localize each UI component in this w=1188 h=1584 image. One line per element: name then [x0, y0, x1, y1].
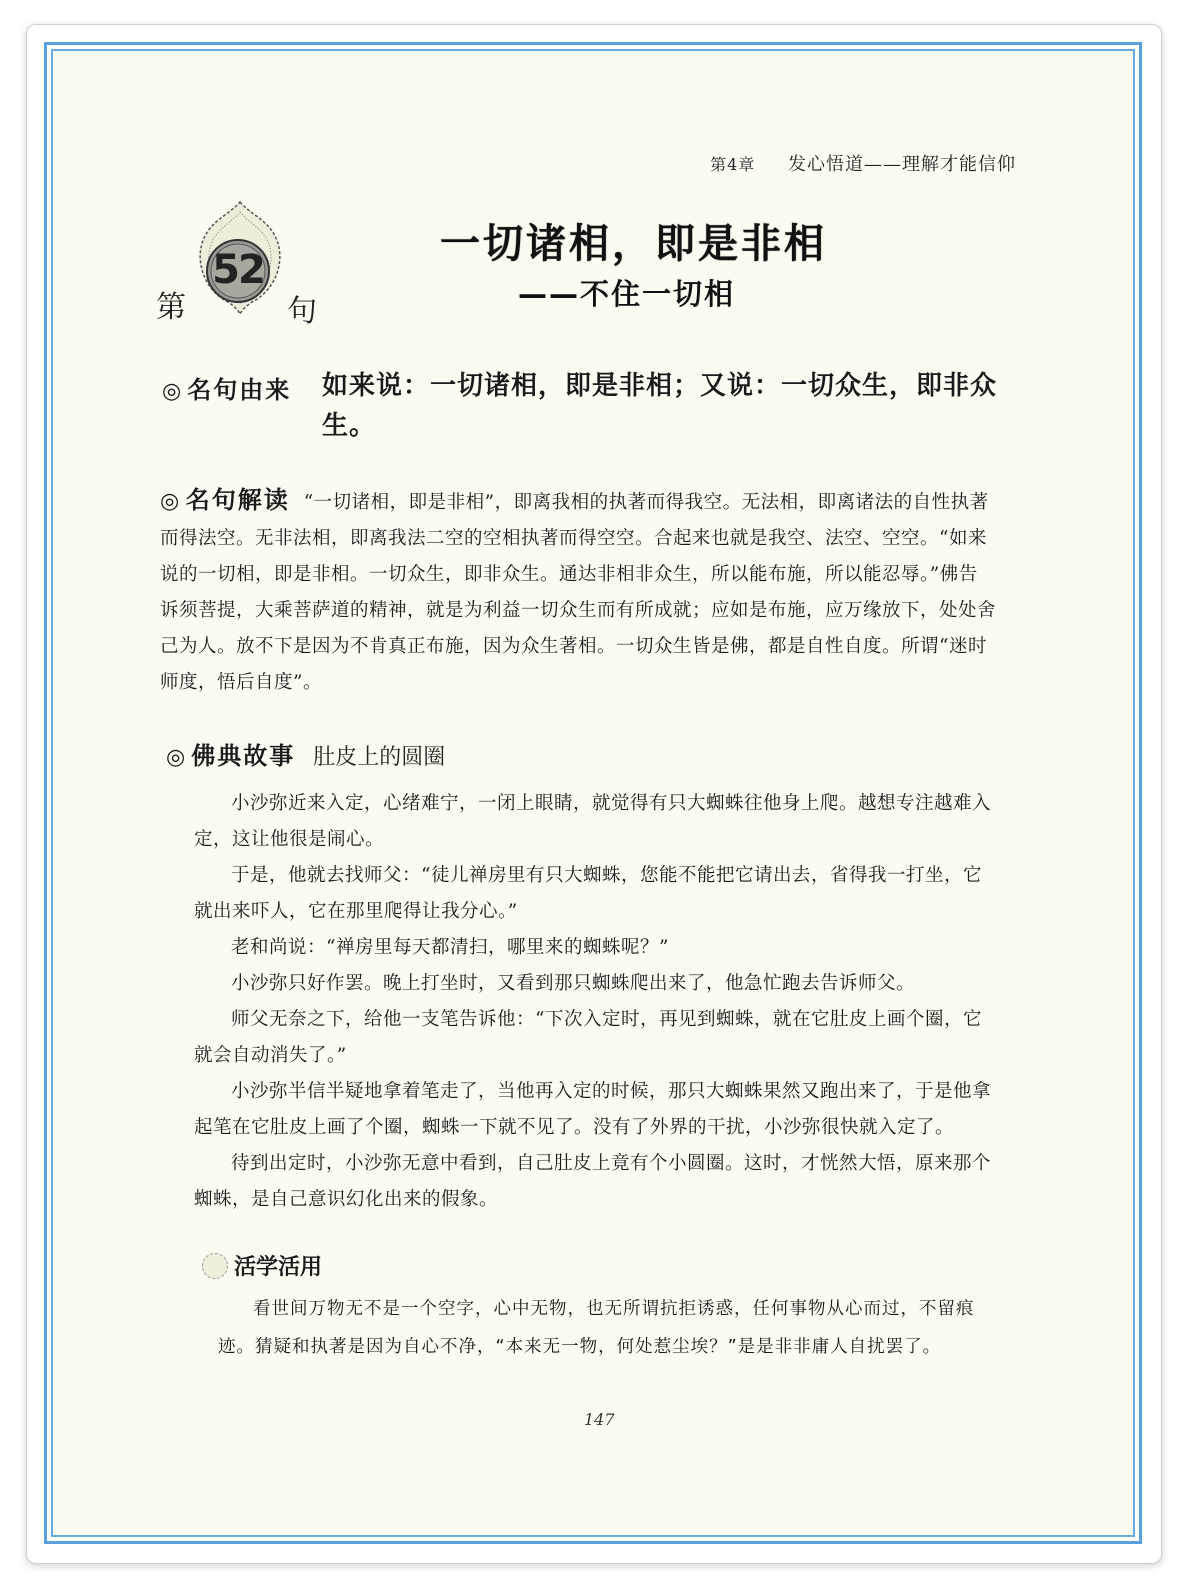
- practice-body: [218, 1290, 990, 1366]
- bullseye-icon: ◎: [162, 379, 182, 404]
- interpretation-label: 名句解读: [185, 486, 290, 514]
- story-heading: [166, 736, 445, 771]
- interpretation-text: “一切诸相，即是非相”，即离我相的执著而得我空。无法相，即离诸法的自性执著而得法空。无非法相，即离我法二空的空相执著而得空空。合起来也就是我空、法空、空空。“如来说的一切相，即是非相。一切众生，即非众生。通达非相非众生，所以能布施，所以能忍辱。”佛告诉须菩提，大乘菩萨道的精神，就是为利益一切众生而有所成就；应如是布施，应万缘放下，处处舍己为人。放不下是因为不肯真正布施，因为众生著相。一切众生皆是佛，都是自性自度。所谓“迷时师度，悟后自度”。: [160, 492, 997, 693]
- story-paragraph: 小沙弥只好作罢。晚上打坐时，又看到那只蜘蛛爬出来了，他急忙跑去告诉师父。: [231, 973, 916, 994]
- sentence-number: 52: [212, 247, 264, 293]
- origin-heading: [162, 370, 291, 405]
- running-head: [710, 150, 1016, 176]
- sentence-prefix: 第: [156, 290, 186, 325]
- story-paragraph: 小沙弥近来入定，心绪难宁，一闭上眼睛，就觉得有只大蜘蛛往他身上爬。越想专注越难入定，这让他很是闹心。: [194, 793, 992, 850]
- bullseye-icon: ◎: [166, 745, 186, 770]
- story-paragraph: 小沙弥半信半疑地拿着笔走了，当他再入定的时候，那只大蜘蛛果然又跑出来了，于是他拿起笔在它肚皮上画了个圈，蜘蛛一下就不见了。没有了外界的干扰，小沙弥很快就入定了。: [194, 1081, 992, 1138]
- story-paragraph: 师父无奈之下，给他一支笔告诉他：“下次入定时，再见到蜘蛛，就在它肚皮上画个圈，它就会自动消失了。”: [194, 1009, 982, 1066]
- sentence-suffix: 句: [287, 294, 317, 329]
- page-number: 147: [584, 1410, 615, 1429]
- chapter-number: 第4章: [710, 155, 756, 174]
- story-title: 肚皮上的圆圈: [313, 745, 446, 770]
- origin-label: 名句由来: [187, 376, 292, 404]
- origin-quote: 如来说：一切诸相，即是非相；又说：一切众生，即非众生。: [322, 371, 998, 441]
- practice-paragraph: 看世间万物无不是一个空字，心中无物，也无所谓抗拒诱惑，任何事物从心而过，不留痕迹。猜疑和执著是因为自心不净，“本来无一物，何处惹尘埃？”是是非非庸人自扰罢了。: [218, 1299, 975, 1357]
- story-paragraph: 于是，他就去找师父：“徒儿禅房里有只大蜘蛛，您能不能把它请出去，省得我一打坐，它就出来吓人，它在那里爬得让我分心。”: [194, 865, 982, 922]
- chapter-title: 发心悟道——理解才能信仰: [788, 154, 1016, 175]
- sub-title: ——不住一切相: [518, 277, 736, 311]
- story-paragraph: 老和尚说：“禅房里每天都清扫，哪里来的蜘蛛呢？”: [231, 937, 669, 958]
- main-title: 一切诸相，即是非相: [440, 221, 827, 267]
- interpretation-section: [160, 482, 996, 701]
- interpretation-heading: [160, 486, 290, 514]
- practice-heading: [202, 1250, 322, 1281]
- story-label: 佛典故事: [191, 742, 296, 770]
- lotus-icon: [202, 1253, 228, 1279]
- story-paragraph: 待到出定时，小沙弥无意中看到，自己肚皮上竟有个小圆圈。这时，才恍然大悟，原来那个蜘蛛，是自己意识幻化出来的假象。: [194, 1153, 992, 1210]
- practice-label: 活学活用: [234, 1255, 323, 1280]
- story-body: [194, 786, 1000, 1218]
- bullseye-icon: ◎: [160, 489, 180, 514]
